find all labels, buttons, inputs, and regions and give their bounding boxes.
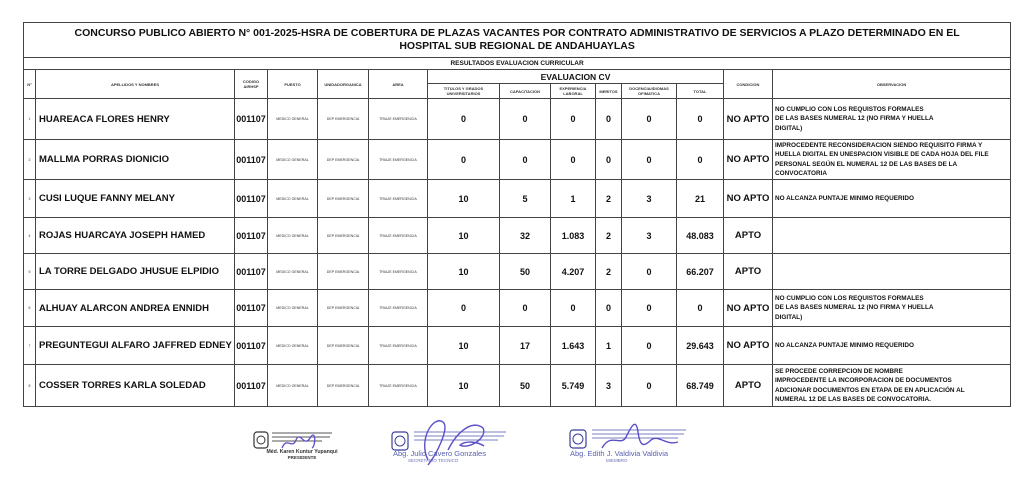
score-docencia: 0 bbox=[622, 290, 677, 327]
score-docencia: 3 bbox=[622, 218, 677, 254]
score-experiencia: 1 bbox=[551, 180, 596, 218]
unidad-organica: DEP EMERGENCIA bbox=[318, 365, 369, 407]
condition-status: NO APTO bbox=[724, 99, 773, 140]
condition-status: APTO bbox=[724, 218, 773, 254]
results-table bbox=[23, 22, 1011, 407]
score-total: 29.643 bbox=[677, 327, 724, 365]
header-meritos: MERITOS bbox=[596, 84, 622, 99]
puesto: MEDICO GENERAL bbox=[268, 327, 318, 365]
header-titulos: TITULOS Y GRADOS UNIVERSITARIOS bbox=[428, 84, 500, 99]
score-capacitacion: 50 bbox=[500, 254, 551, 290]
airhsp-code: 001107 bbox=[235, 365, 268, 407]
score-docencia: 0 bbox=[622, 99, 677, 140]
row-num: 3 bbox=[24, 180, 36, 218]
score-docencia: 0 bbox=[622, 254, 677, 290]
airhsp-code: 001107 bbox=[235, 99, 268, 140]
header-unidad: UNIDADORGANICA bbox=[318, 70, 369, 99]
observation: NO CUMPLIO CON LOS REQUISTOS FORMALES DE LAS BASES NUMERAL 12 (NO FIRMA Y HUELLA DIGITAL) bbox=[773, 99, 1011, 140]
stamp-emblem-icon bbox=[570, 430, 586, 448]
table-row bbox=[24, 140, 1011, 180]
score-meritos: 0 bbox=[596, 290, 622, 327]
signature-name: Abg. Julio Cavero Gonzales bbox=[393, 449, 486, 458]
signature-role: MIEMBRO bbox=[606, 458, 628, 463]
score-experiencia: 5.749 bbox=[551, 365, 596, 407]
applicant-name: ALHUAY ALARCON ANDREA ENNIDH bbox=[36, 290, 235, 327]
puesto: MEDICO GENERAL bbox=[268, 290, 318, 327]
table-row bbox=[24, 254, 1011, 290]
applicant-name: LA TORRE DELGADO JHUSUE ELPIDIO bbox=[36, 254, 235, 290]
header-observacion: OBSERVACION bbox=[773, 70, 1011, 99]
header-capacitacion: CAPACITACION bbox=[500, 84, 551, 99]
header-name: APELLIDOS Y NOMBRES bbox=[36, 70, 235, 99]
table-row bbox=[24, 180, 1011, 218]
score-meritos: 2 bbox=[596, 254, 622, 290]
observation: SE PROCEDE CORREPCION DE NOMBRE IMPROCEDENTE LA INCORPORACION DE DOCUMENTOS ADICIONAR DOCUMENTOS EN ETAPA DE EN APLICACIÓN AL NUMERAL 12 DE LAS BASES DE CONVOCATORIA. bbox=[773, 365, 1011, 407]
area: TRIAJE EMERGENCIA bbox=[369, 290, 428, 327]
score-total: 66.207 bbox=[677, 254, 724, 290]
score-meritos: 0 bbox=[596, 140, 622, 180]
condition-status: APTO bbox=[724, 365, 773, 407]
row-num: 1 bbox=[24, 99, 36, 140]
score-experiencia: 1.083 bbox=[551, 218, 596, 254]
airhsp-code: 001107 bbox=[235, 180, 268, 218]
header-code: CODIGO AIRHSP bbox=[235, 70, 268, 99]
airhsp-code: 001107 bbox=[235, 290, 268, 327]
stamp-emblem-icon bbox=[392, 432, 408, 450]
puesto: MEDICO GENERAL bbox=[268, 180, 318, 218]
signature-presidente bbox=[252, 418, 352, 468]
condition-status: NO APTO bbox=[724, 290, 773, 327]
signature-role: SECRETARIO TECNICO bbox=[408, 458, 459, 463]
score-total: 21 bbox=[677, 180, 724, 218]
table-row bbox=[24, 365, 1011, 407]
score-titulos: 0 bbox=[428, 140, 500, 180]
observation: NO ALCANZA PUNTAJE MINIMO REQUERIDO bbox=[773, 180, 1011, 218]
score-docencia: 0 bbox=[622, 140, 677, 180]
score-capacitacion: 17 bbox=[500, 327, 551, 365]
score-capacitacion: 0 bbox=[500, 99, 551, 140]
applicant-name: CUSI LUQUE FANNY MELANY bbox=[36, 180, 235, 218]
score-capacitacion: 5 bbox=[500, 180, 551, 218]
signature-secretario bbox=[388, 410, 518, 475]
condition-status: NO APTO bbox=[724, 180, 773, 218]
applicant-name: PREGUNTEGUI ALFARO JAFFRED EDNEY bbox=[36, 327, 235, 365]
signature-miembro bbox=[566, 412, 696, 474]
header-puesto: PUESTO bbox=[268, 70, 318, 99]
area: TRIAJE EMERGENCIA bbox=[369, 140, 428, 180]
applicant-name: ROJAS HUARCAYA JOSEPH HAMED bbox=[36, 218, 235, 254]
score-experiencia: 1.643 bbox=[551, 327, 596, 365]
area: TRIAJE EMERGENCIA bbox=[369, 180, 428, 218]
header-evaluacion-cv: EVALUACION CV bbox=[428, 70, 724, 84]
row-num: 2 bbox=[24, 140, 36, 180]
score-docencia: 0 bbox=[622, 327, 677, 365]
score-titulos: 10 bbox=[428, 254, 500, 290]
stamp-text-lines bbox=[272, 433, 332, 441]
airhsp-code: 001107 bbox=[235, 218, 268, 254]
area: TRIAJE EMERGENCIA bbox=[369, 365, 428, 407]
table-row bbox=[24, 290, 1011, 327]
score-titulos: 10 bbox=[428, 180, 500, 218]
signature-stroke bbox=[602, 424, 678, 448]
area: TRIAJE EMERGENCIA bbox=[369, 254, 428, 290]
table-row bbox=[24, 327, 1011, 365]
score-titulos: 10 bbox=[428, 327, 500, 365]
score-capacitacion: 32 bbox=[500, 218, 551, 254]
header-total: TOTAL bbox=[677, 84, 724, 99]
header-condicion: CONDICION bbox=[724, 70, 773, 99]
signature-name: Abg. Edith J. Valdivia Valdivia bbox=[570, 449, 669, 458]
score-total: 0 bbox=[677, 290, 724, 327]
header-num: N° bbox=[24, 70, 36, 99]
header-experiencia: EXPERIENCIA LABORAL bbox=[551, 84, 596, 99]
puesto: MEDICO GENERAL bbox=[268, 254, 318, 290]
airhsp-code: 001107 bbox=[235, 327, 268, 365]
score-capacitacion: 0 bbox=[500, 290, 551, 327]
header-area: AREA bbox=[369, 70, 428, 99]
unidad-organica: DEP EMERGENCIA bbox=[318, 290, 369, 327]
puesto: MEDICO GENERAL bbox=[268, 218, 318, 254]
score-experiencia: 0 bbox=[551, 290, 596, 327]
table-row bbox=[24, 99, 1011, 140]
observation: NO ALCANZA PUNTAJE MINIMO REQUERIDO bbox=[773, 327, 1011, 365]
score-titulos: 0 bbox=[428, 290, 500, 327]
unidad-organica: DEP EMERGENCIA bbox=[318, 327, 369, 365]
score-docencia: 3 bbox=[622, 180, 677, 218]
score-total: 0 bbox=[677, 99, 724, 140]
header-docencia: DOCENCIA/IDIOMAS OFIMATICA bbox=[622, 84, 677, 99]
score-titulos: 0 bbox=[428, 99, 500, 140]
title-line-2: HOSPITAL SUB REGIONAL DE ANDAHUAYLAS bbox=[399, 40, 635, 52]
score-total: 48.083 bbox=[677, 218, 724, 254]
row-num: 8 bbox=[24, 365, 36, 407]
score-meritos: 2 bbox=[596, 180, 622, 218]
row-num: 7 bbox=[24, 327, 36, 365]
row-num: 5 bbox=[24, 254, 36, 290]
score-capacitacion: 50 bbox=[500, 365, 551, 407]
unidad-organica: DEP EMERGENCIA bbox=[318, 218, 369, 254]
applicant-name: COSSER TORRES KARLA SOLEDAD bbox=[36, 365, 235, 407]
unidad-organica: DEP EMERGENCIA bbox=[318, 254, 369, 290]
table-row bbox=[24, 218, 1011, 254]
puesto: MEDICO GENERAL bbox=[268, 140, 318, 180]
unidad-organica: DEP EMERGENCIA bbox=[318, 99, 369, 140]
score-meritos: 1 bbox=[596, 327, 622, 365]
score-experiencia: 0 bbox=[551, 140, 596, 180]
score-total: 0 bbox=[677, 140, 724, 180]
airhsp-code: 001107 bbox=[235, 254, 268, 290]
document-title bbox=[24, 23, 1011, 58]
applicant-name: MALLMA PORRAS DIONICIO bbox=[36, 140, 235, 180]
score-docencia: 0 bbox=[622, 365, 677, 407]
puesto: MEDICO GENERAL bbox=[268, 99, 318, 140]
applicant-name: HUAREACA FLORES HENRY bbox=[36, 99, 235, 140]
score-meritos: 2 bbox=[596, 218, 622, 254]
unidad-organica: DEP EMERGENCIA bbox=[318, 180, 369, 218]
document-subtitle: RESULTADOS EVALUACION CURRICULAR bbox=[24, 58, 1011, 70]
condition-status: NO APTO bbox=[724, 140, 773, 180]
observation bbox=[773, 254, 1011, 290]
score-titulos: 10 bbox=[428, 365, 500, 407]
condition-status: NO APTO bbox=[724, 327, 773, 365]
score-total: 68.749 bbox=[677, 365, 724, 407]
title-line-1: CONCURSO PUBLICO ABIERTO N° 001-2025-HSRA DE COBERTURA DE PLAZAS VACANTES POR CONTRATO ADMINISTRATIVO DE SERVICIOS A PLAZO DETERMINADO EN EL bbox=[74, 27, 960, 39]
signature-name: Méd. Karen Kuntur Yupanqui bbox=[266, 449, 338, 455]
area: TRIAJE EMERGENCIA bbox=[369, 99, 428, 140]
observation: NO CUMPLIO CON LOS REQUISTOS FORMALES DE LAS BASES NUMERAL 12 (NO FIRMA Y HUELLA DIGITAL) bbox=[773, 290, 1011, 327]
observation: IMPROCEDENTE RECONSIDERACION SIENDO REQUISITO FIRMA Y HUELLA DIGITAL EN UNESPACION VISIBLE DE CADA HOJA DEL FILE PERSONAL SEGÚN EL NUMERAL 12 DE LAS BASES DE LA CONVOCATORIA bbox=[773, 140, 1011, 180]
area: TRIAJE EMERGENCIA bbox=[369, 327, 428, 365]
score-titulos: 10 bbox=[428, 218, 500, 254]
area: TRIAJE EMERGENCIA bbox=[369, 218, 428, 254]
signature-role: PRESIDENTE bbox=[287, 455, 317, 460]
puesto: MEDICO GENERAL bbox=[268, 365, 318, 407]
score-experiencia: 0 bbox=[551, 99, 596, 140]
row-num: 4 bbox=[24, 218, 36, 254]
row-num: 6 bbox=[24, 290, 36, 327]
score-capacitacion: 0 bbox=[500, 140, 551, 180]
unidad-organica: DEP EMERGENCIA bbox=[318, 140, 369, 180]
observation bbox=[773, 218, 1011, 254]
score-meritos: 3 bbox=[596, 365, 622, 407]
condition-status: APTO bbox=[724, 254, 773, 290]
airhsp-code: 001107 bbox=[235, 140, 268, 180]
score-experiencia: 4.207 bbox=[551, 254, 596, 290]
stamp-emblem-icon bbox=[254, 432, 268, 448]
score-meritos: 0 bbox=[596, 99, 622, 140]
